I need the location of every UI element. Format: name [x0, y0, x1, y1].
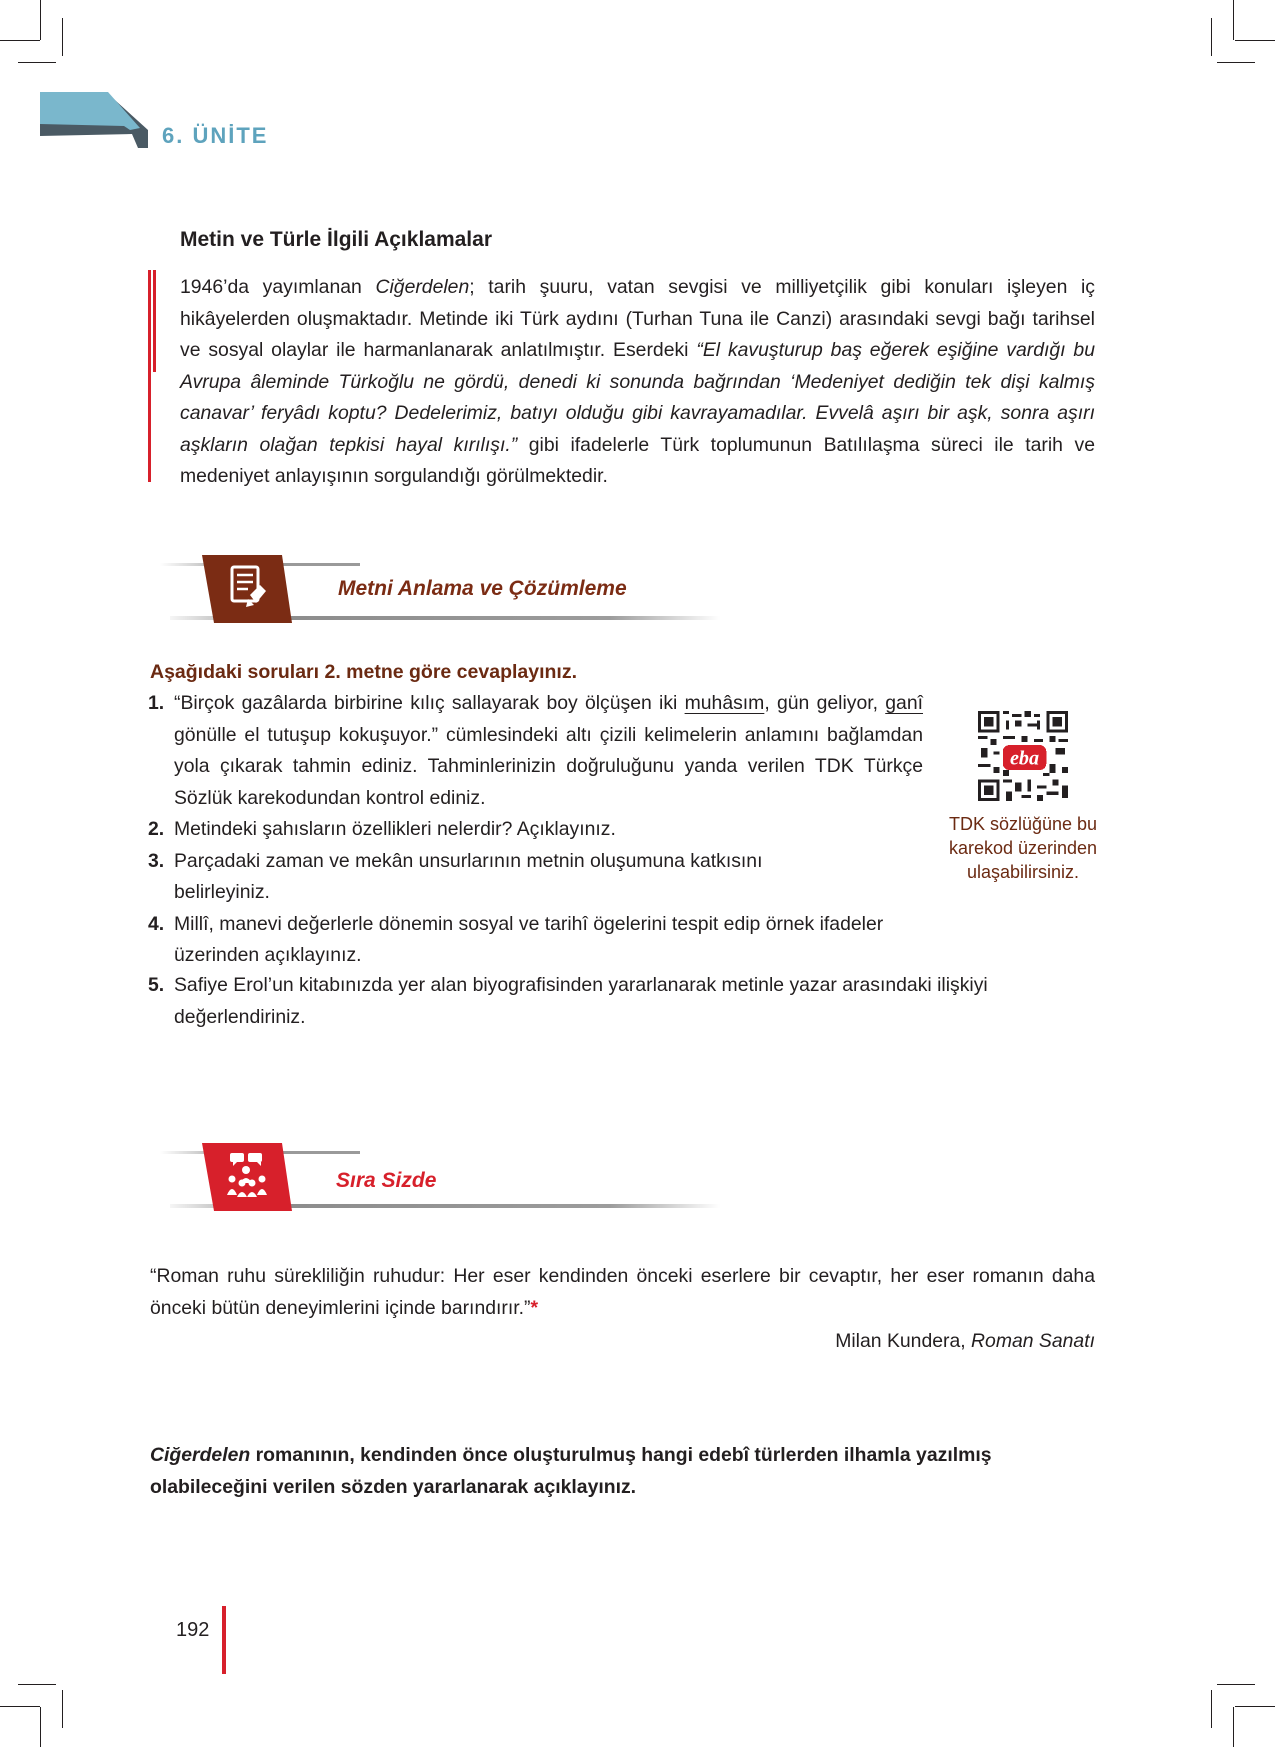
instruction: Aşağıdaki soruları 2. metne göre cevaplayınız.	[150, 661, 578, 683]
unit-label: 6. ÜNİTE	[162, 123, 269, 148]
list-item: 3. Parçadaki zaman ve mekân unsurlarının metnin oluşumuna katkısını belirleyiniz.	[148, 849, 763, 903]
crop-mark	[0, 1706, 40, 1707]
crop-mark	[62, 1690, 63, 1728]
banner-title: Sıra Sizde	[336, 1169, 437, 1192]
crop-mark	[18, 1684, 56, 1685]
qr-code[interactable]	[978, 711, 1068, 801]
eba-logo: eba	[1009, 747, 1040, 770]
underlined-word: muhâsım	[684, 692, 765, 714]
list-item: 4. Millî, manevi değerlerle dönemin sosyal ve tarihî ögelerini tespit edip örnek ifadeler üzerinden açıklayınız.	[148, 912, 884, 966]
crop-mark	[1233, 1707, 1234, 1747]
crop-mark	[62, 18, 63, 56]
crop-mark	[1233, 0, 1234, 40]
quote-author: Milan Kundera, Roman Sanatı	[835, 1330, 1095, 1352]
unit-tab-graphic	[40, 92, 148, 148]
section-paragraph: 1946’da yayımlanan Ciğerdelen; tarih şuuru, vatan sevgisi ve milliyetçilik gibi konuları işleyen iç hikâyelerden oluşmaktadır. Metinde iki Türk aydını (Turhan Tuna ile Canzi) arasındaki sevgi bağı tarihsel ve sosyal olaylar ile harmanlanarak anlatılmıştır. Eserdeki “El kavuşturup baş eğerek eşiğine vardığı bu Avrupa âleminde Türkoğlu ne gördü, denedi ki sonunda bağrından ‘Medeniyet dediğin tek dişi kalmış canavar’ feryâdı koptu? Dedelerimiz, batıyı olduğu gibi kavrayamadılar. Evvelâ aşırı bir aşk, sonra aşırı aşkların olağan tepkisi hayal kırılışı.” gibi ifadelerle Türk toplumunun Batılılaşma süreci ile tarih ve medeniyet anlayışının sorgulandığı görülmektedir.	[180, 276, 1095, 487]
accent-bars	[148, 270, 156, 482]
crop-mark	[0, 40, 40, 41]
crop-mark	[40, 1707, 41, 1747]
crop-mark	[40, 0, 41, 40]
banner-sira-sizde	[160, 1143, 720, 1215]
crop-mark	[1235, 40, 1275, 41]
section-title: Metin ve Türle İlgili Açıklamalar	[180, 228, 492, 251]
banner-title: Metni Anlama ve Çözümleme	[338, 577, 627, 600]
page-number: 192	[176, 1619, 210, 1641]
inline-quote: “El kavuşturup baş eğerek eşiğine vardığı bu Avrupa âleminde Türkoğlu ne gördü, denedi ki sonunda bağrından ‘Medeniyet dediğin tek dişi kalmış canavar’ feryâdı koptu? Dedelerimiz, batıyı olduğu gibi kavrayamadılar. Evvelâ aşırı bir aşk, sonra aşırı aşkların olağan tepkisi hayal kırılışı.”	[180, 339, 1095, 456]
quote: “Roman ruhu sürekliliğin ruhudur: Her eser kendinden önceki eserlere bir cevaptır, her eser romanın daha önceki bütün deneyimlerini içinde barındırır.”*	[150, 1265, 1095, 1319]
final-question: Ciğerdelen romanının, kendinden önce oluşturulmuş hangi edebî türlerden ilhamla yazılmış olabileceğini verilen sözden yararlanarak açıklayınız.	[150, 1444, 992, 1498]
footnote-star: *	[530, 1297, 539, 1319]
quote-source: Roman Sanatı	[971, 1330, 1095, 1352]
crop-mark	[1217, 1684, 1255, 1685]
underlined-word: ganî	[885, 692, 923, 714]
crop-mark	[1235, 1706, 1275, 1707]
list-item: 2. Metindeki şahısların özellikleri nelerdir? Açıklayınız.	[148, 818, 616, 840]
list-item: 1. “Birçok gazâlarda birbirine kılıç sallayarak boy ölçüşen iki muhâsım, gün geliyor, ganî gönülle el tutuşup kokuşuyor.” cümlesindeki altı çizili kelimelerin anlamını bağlamdan yola çıkarak tahmin ediniz. Tahminlerinizin doğruluğunu yanda verilen TDK Türkçe Sözlük karekodundan kontrol ediniz.	[148, 692, 923, 809]
work-title: Ciğerdelen	[375, 276, 470, 298]
crop-mark	[1217, 62, 1255, 63]
crop-mark	[18, 62, 56, 63]
qr-caption: TDK sözlüğüne bu karekod üzerinden ulaşabilirsiniz.	[948, 814, 1098, 882]
crop-mark	[1211, 1690, 1212, 1728]
list-item: 5. Safiye Erol’un kitabınızda yer alan biyografisinden yararlanarak metinle yazar arasındaki ilişkiyi değerlendiriniz.	[148, 974, 988, 1028]
document-pen-icon	[202, 555, 292, 623]
crop-mark	[1211, 18, 1212, 56]
question-list	[148, 688, 923, 972]
banner-metni-anlama	[160, 555, 720, 627]
group-discussion-icon	[202, 1143, 292, 1211]
page-number-bar	[222, 1606, 226, 1674]
